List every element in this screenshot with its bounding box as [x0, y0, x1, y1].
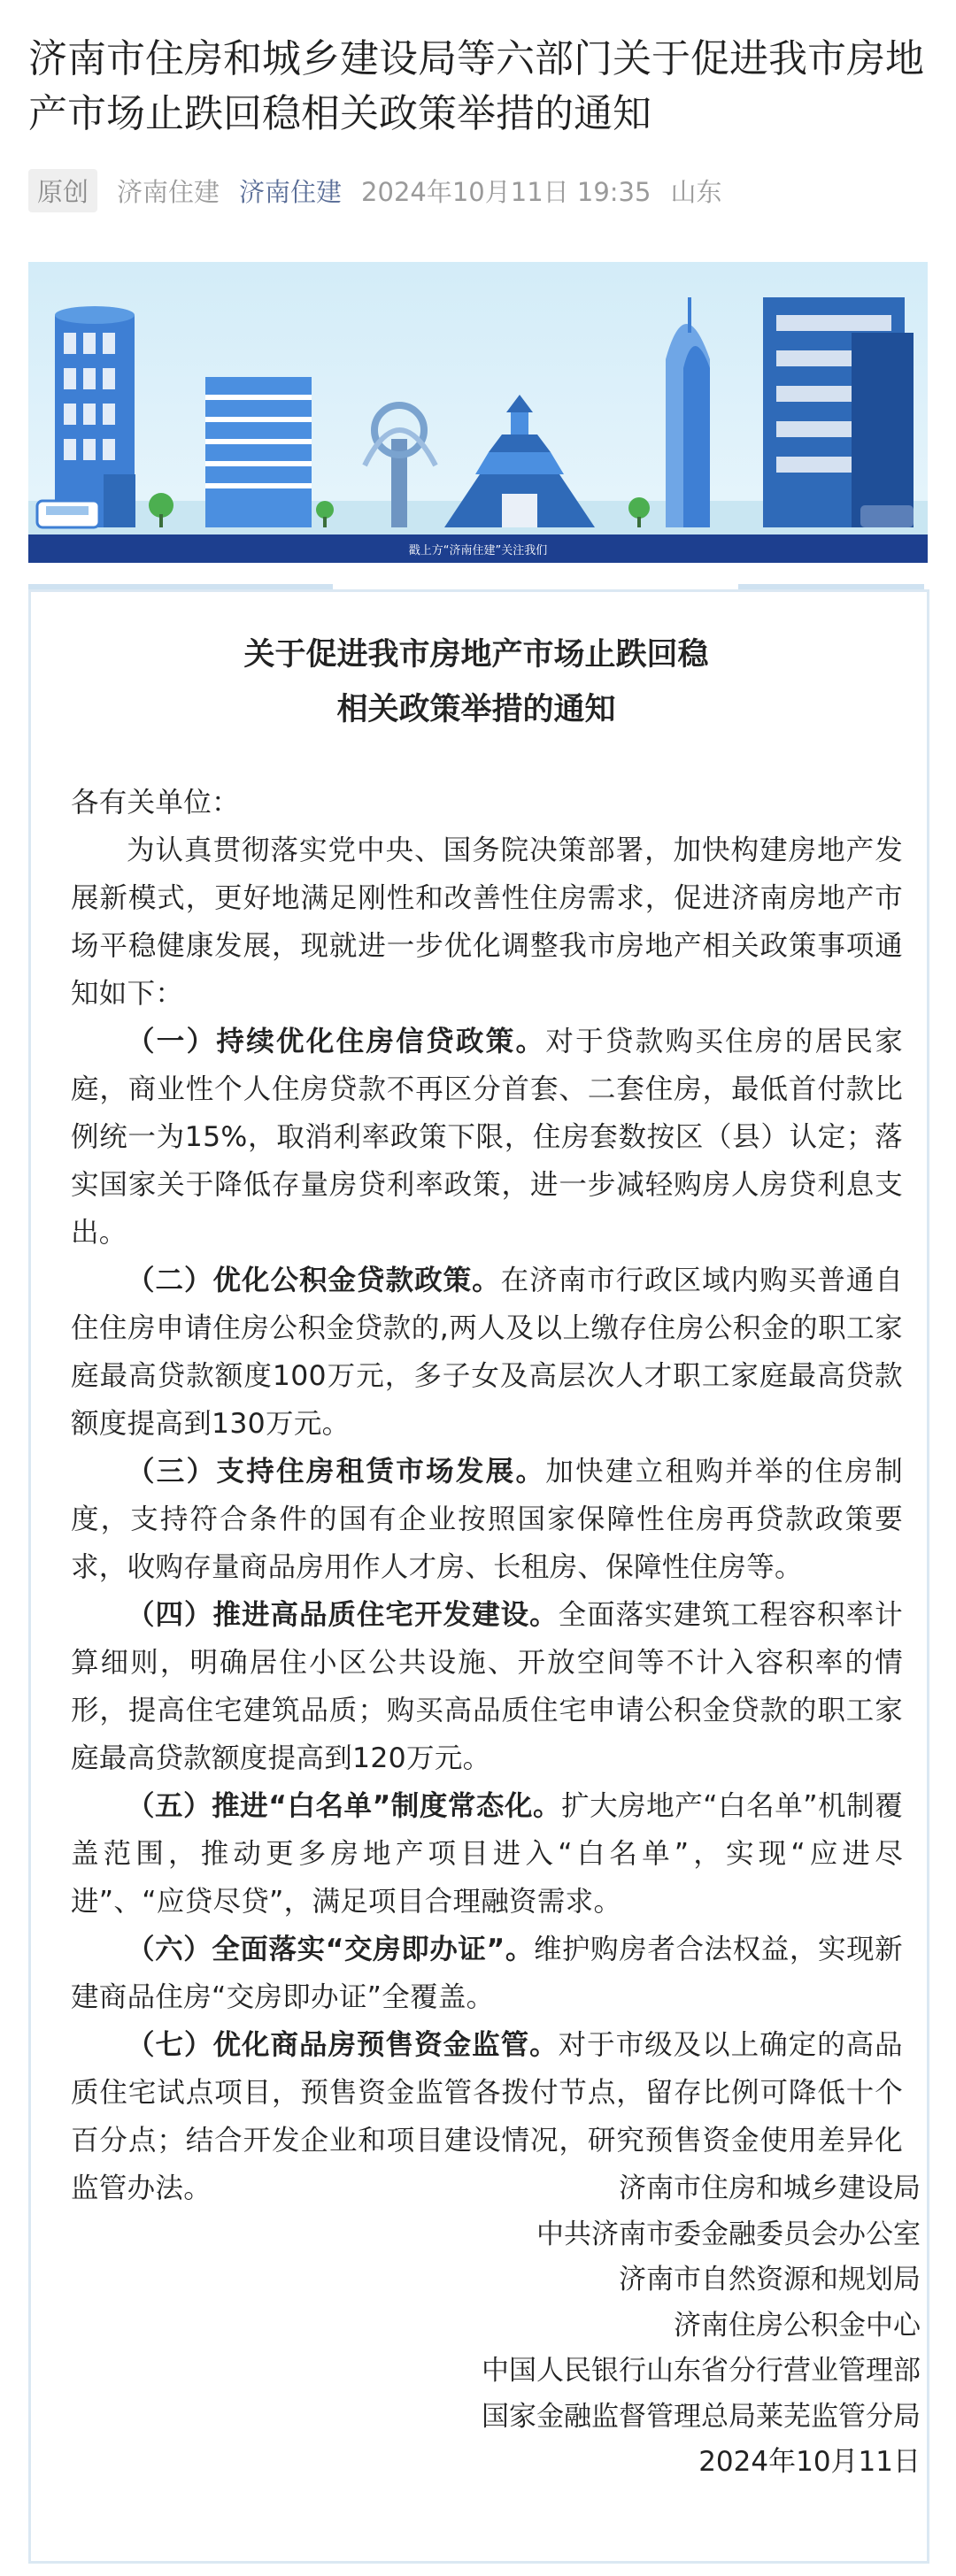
left-tower: [55, 306, 135, 527]
policy-item-2-text: 在济南市行政区域内购买普通自住住房申请住房公积金贷款的,两人及以上缴存住房公积金的职工家庭最高贷款额度100万元，多子女及高层次人才职工家庭最高贷款额度提高到130万元。: [71, 1265, 904, 1440]
right-building: [763, 297, 914, 527]
signature-block: [212, 2166, 921, 2486]
skyscraper: [666, 297, 710, 527]
salutation: 各有关单位：: [71, 787, 240, 819]
signatory: 国家金融监督管理总局莱芜监管分局: [482, 2400, 921, 2433]
policy-item-2: [71, 1257, 903, 1448]
original-badge: 原创: [28, 169, 97, 212]
account-name: 济南住建: [117, 176, 220, 207]
intro-paragraph: 为认真贯彻落实党中央、国务院决策部署，加快构建房地产发展新模式，更好地满足刚性和改善性住房需求，促进济南房地产市场平稳健康发展，现就进一步优化调整我市房地产相关政策事项通知如下：: [71, 834, 903, 1010]
publish-datetime: 2024年10月11日 19:35: [361, 176, 651, 207]
policy-item-5-text: 扩大房地产“白名单”机制覆盖范围，推动更多房地产项目进入“白名单”，实现“应进尽进”、“应贷尽贷”，满足项目合理融资需求。: [71, 1790, 903, 1918]
policy-item-6-heading: （六）全面落实“交房即办证”。: [127, 1934, 534, 1965]
notice-title-line1: 关于促进我市房地产市场止跌回稳: [243, 637, 709, 673]
notice-date: 2024年10月11日: [698, 2446, 921, 2478]
policy-item-1-text: 对于贷款购买住房的居民家庭，商业性个人住房贷款不再区分首套、二套住房，最低首付款比例统一为15%，取消利率政策下限，住房套数按区（县）认定；落实国家关于降低存量房贷利率政策，进一步减轻购房人房贷利息支出。: [71, 1026, 903, 1249]
policy-item-4-heading: （四）推进高品质住宅开发建设。: [127, 1599, 559, 1631]
policy-item-7-heading: （七）优化商品房预售资金监管。: [127, 2029, 559, 2061]
signatory: 济南市自然资源和规划局: [619, 2264, 921, 2295]
article-meta: [28, 168, 721, 212]
policy-item-6: [71, 1926, 903, 2021]
policy-item-1: [71, 1018, 903, 1257]
notice-title-line2: 相关政策举措的通知: [336, 692, 616, 727]
signatory: 中共济南市委金融委员会办公室: [536, 2218, 921, 2250]
banner-caption: 戳上方“济南住建”关注我们: [408, 544, 548, 557]
article-title: 济南市住房和城乡建设局等六部门关于促进我市房地产市场止跌回稳相关政策举措的通知: [28, 36, 924, 136]
banner-illustration: [28, 262, 928, 563]
policy-item-7-text: 对于市级及以上确定的高品质住宅试点项目，预售资金监管各拨付节点，留存比例可降低十个百分点；结合开发企业和项目建设情况，研究预售资金使用差异化监管办法。: [71, 2029, 903, 2204]
striped-building: [205, 377, 312, 527]
policy-item-5-heading: （五）推进“白名单”制度常态化。: [127, 1790, 562, 1822]
policy-item-4-text: 全面落实建筑工程容积率计算细则，明确居住小区公共设施、开放空间等不计入容积率的情形，提高住宅建筑品质；购买高品质住宅申请公积金贷款的职工家庭最高贷款额度提高到120万元。: [71, 1599, 903, 1774]
policy-item-3: [71, 1448, 903, 1591]
signatory: 济南市住房和城乡建设局: [619, 2172, 921, 2204]
notice-body: [71, 779, 903, 2212]
policy-item-2-heading: （二）优化公积金贷款政策。: [127, 1265, 501, 1296]
policy-item-3-text: 加快建立租购并举的住房制度，支持符合条件的国有企业按照国家保障性住房再贷款政策要求，收购存量商品房用作人才房、长租房、保障性住房等。: [71, 1456, 903, 1583]
policy-item-1-heading: （一）持续优化住房信贷政策。: [127, 1026, 546, 1057]
account-link[interactable]: 济南住建: [239, 176, 343, 207]
policy-item-6-text: 维护购房者合法权益，实现新建商品住房“交房即办证”全覆盖。: [71, 1934, 903, 2013]
publish-location: 山东: [670, 176, 722, 207]
pavilion: [444, 395, 595, 527]
policy-item-4: [71, 1591, 903, 1782]
policy-item-3-heading: （三）支持住房租赁市场发展。: [127, 1456, 546, 1488]
signatory: 济南住房公积金中心: [674, 2309, 921, 2341]
city-skyline-illustration: [28, 262, 928, 563]
policy-item-5: [71, 1782, 903, 1926]
signatory: 中国人民银行山东省分行营业管理部: [482, 2355, 921, 2387]
